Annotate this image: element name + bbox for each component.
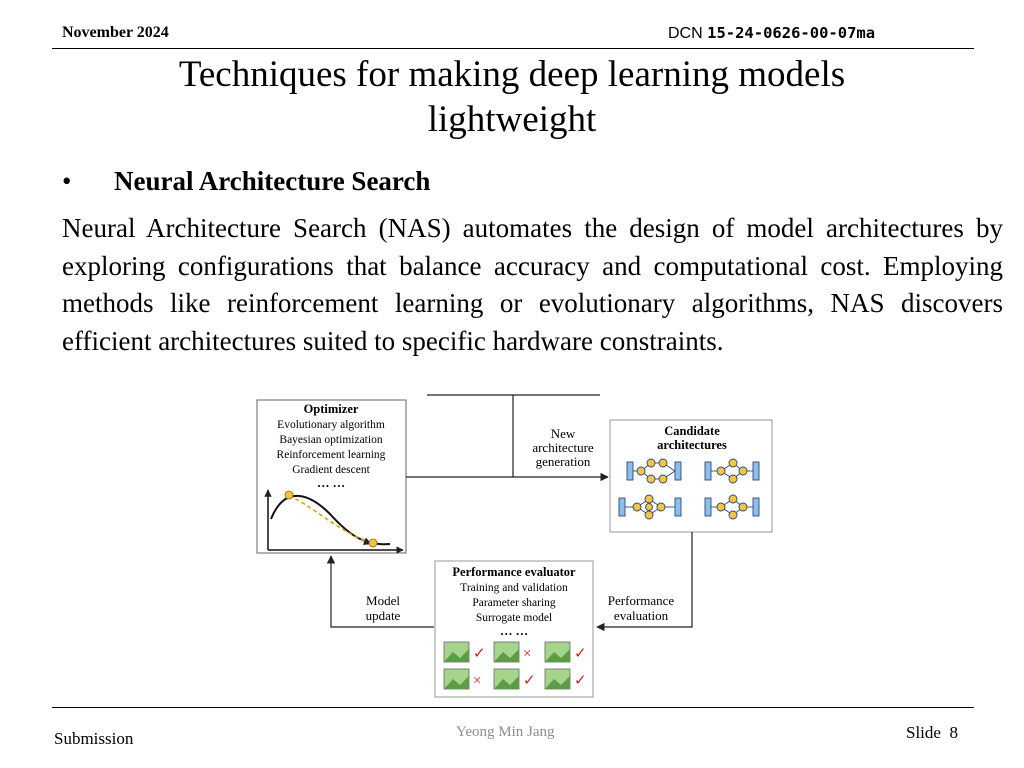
evaluator-title: Performance evaluator xyxy=(452,565,576,579)
image-thumbnail xyxy=(545,669,570,689)
result-mark: × xyxy=(473,673,482,689)
evaluator-ellipsis: … … xyxy=(499,624,529,638)
image-thumbnail xyxy=(494,642,519,662)
slide-number: 8 xyxy=(949,723,958,742)
body-paragraph: Neural Architecture Search (NAS) automates the design of model architectures by exploring configurations that balance accuracy and computational cost. Employing methods like reinforcement learning or evolutionary algorithms, NAS discovers efficient architectures suited to specific hardware constraints. xyxy=(62,213,1003,356)
bullet-heading xyxy=(62,166,430,197)
result-mark: ✓ xyxy=(523,673,536,689)
image-thumbnail xyxy=(545,642,570,662)
model-update-label: Model xyxy=(366,593,400,608)
bullet-symbol: • xyxy=(62,166,72,196)
image-thumbnail xyxy=(444,642,469,662)
evaluator-item: Parameter sharing xyxy=(472,597,556,609)
candidate-box xyxy=(610,420,772,532)
plot-start-point xyxy=(285,491,293,499)
nas-diagram-svg xyxy=(255,394,775,700)
footer-submission: Submission xyxy=(54,729,134,748)
result-mark: × xyxy=(523,646,532,662)
optimizer-item: Bayesian optimization xyxy=(279,434,383,446)
nas-diagram xyxy=(255,394,775,700)
header-dcn xyxy=(668,24,875,43)
performance-evaluator-box xyxy=(435,561,593,697)
candidate-title: Candidate xyxy=(664,424,720,438)
result-mark: ✓ xyxy=(574,673,587,689)
new-arch-label: generation xyxy=(535,454,591,469)
candidate-title: architectures xyxy=(657,438,727,452)
optimizer-item: Reinforcement learning xyxy=(276,449,386,461)
optimizer-item: Gradient descent xyxy=(292,464,370,476)
performance-eval-label: evaluation xyxy=(613,608,669,623)
slide-label: Slide xyxy=(906,723,941,742)
new-arch-label: architecture xyxy=(532,440,594,455)
result-mark: ✓ xyxy=(574,646,587,662)
optimizer-ellipsis: … … xyxy=(316,476,346,490)
new-arch-label: New xyxy=(550,426,576,441)
footer-author: Yeong Min Jang xyxy=(456,724,555,740)
performance-eval-label: Performance xyxy=(607,593,675,608)
image-thumbnail xyxy=(494,669,519,689)
dcn-number: 15-24-0626-00-07ma xyxy=(707,24,876,42)
model-update-label: update xyxy=(365,608,401,623)
optimizer-box xyxy=(257,400,406,553)
footer-slide-number xyxy=(906,723,958,743)
footer-rule xyxy=(52,707,974,708)
bullet-heading-text: Neural Architecture Search xyxy=(114,166,431,196)
result-mark: ✓ xyxy=(473,646,486,662)
header-date: November 2024 xyxy=(62,24,169,41)
slide-title: Techniques for making deep learning models lightweight xyxy=(178,54,846,140)
header-rule xyxy=(52,48,974,49)
dcn-prefix: DCN xyxy=(668,25,708,42)
evaluator-item: Surrogate model xyxy=(475,612,553,624)
image-thumbnail xyxy=(444,669,469,689)
optimizer-item: Evolutionary algorithm xyxy=(277,419,385,431)
plot-end-point xyxy=(369,539,377,547)
optimizer-title: Optimizer xyxy=(303,402,359,416)
evaluator-item: Training and validation xyxy=(460,582,568,594)
